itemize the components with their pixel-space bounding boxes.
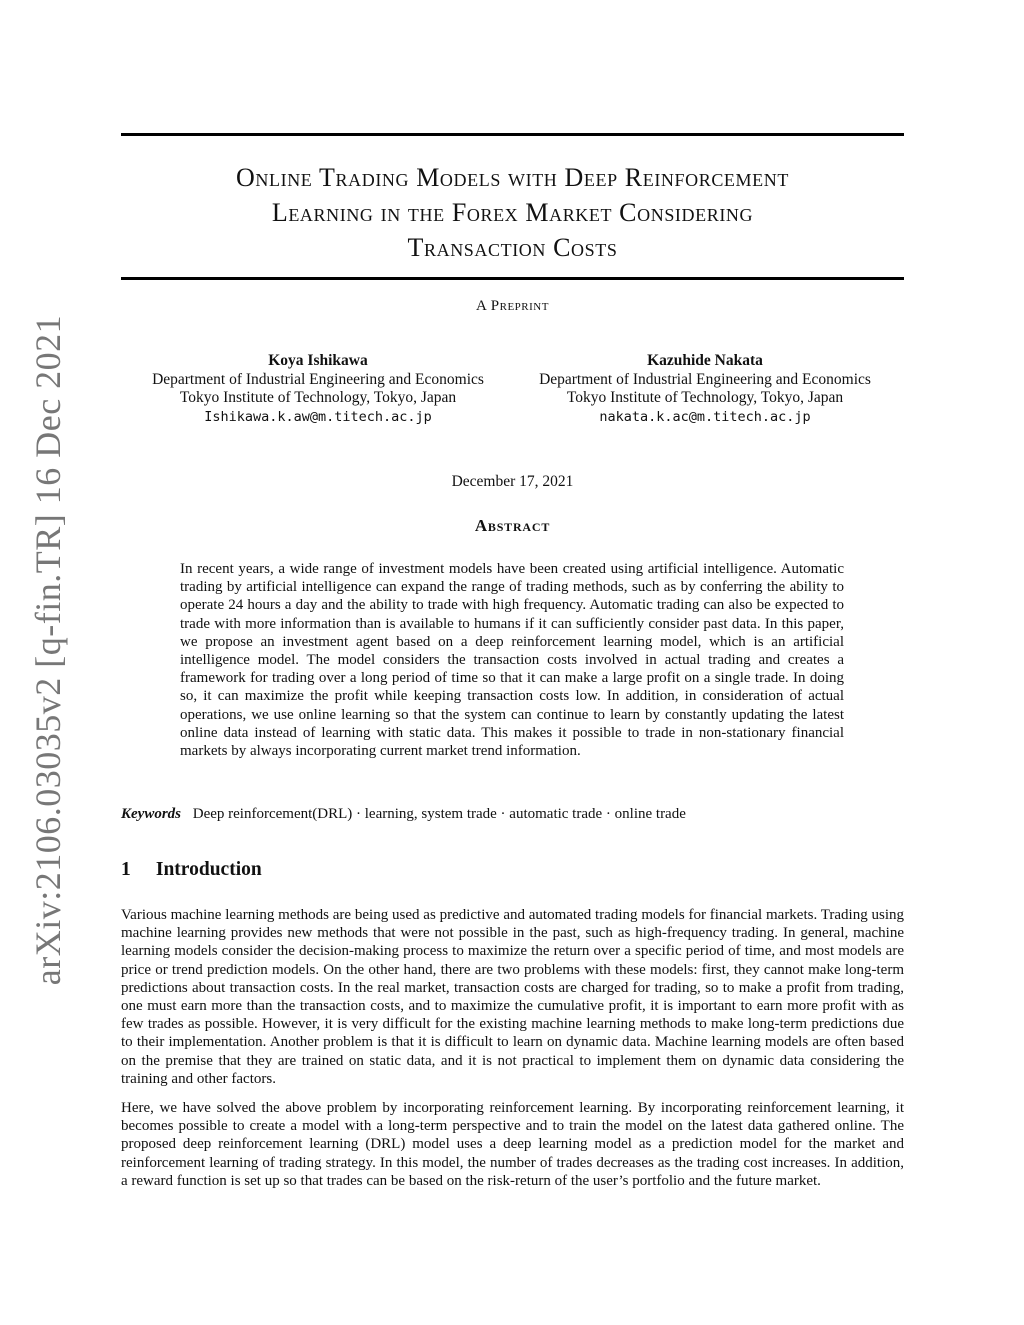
author-department: Department of Industrial Engineering and Economics	[539, 370, 871, 388]
preprint-label: A Preprint	[476, 298, 549, 314]
keywords-text: Deep reinforcement(DRL) · learning, system trade · automatic trade · online trade	[192, 806, 686, 822]
intro-paragraph-1: Various machine learning methods are being used as predictive and automated trading models for financial markets. Trading using machine learning provides new methods that were not possible in the past, such as high-frequency trading. In general, machine learning models consider the decision-making process to maximize the return over a specific period of time, and most models are price or trend prediction models. On the other hand, there are two problems with these models: first, they cannot make long-term predictions about transaction costs. In the real market, transaction costs are charged for trading, so to make a profit from trading, one must earn more than the transaction costs, and to maximize the cumulative profit, it is important to earn more profit with as few trades as possible. However, it is very difficult for the existing machine learning methods to make long-term predictions due to their implementation. Another problem is that it is difficult to learn on dynamic data. Machine learning models are often based on the premise that they are trained on static data, and it is not practical to implement them on dynamic data considering the training and other factors.	[121, 907, 904, 1087]
title-top-rule	[121, 133, 904, 136]
abstract-heading: Abstract	[474, 516, 551, 535]
section-heading-introduction	[121, 859, 262, 881]
keywords-label: Keywords	[121, 806, 181, 822]
publication-date: December 17, 2021	[451, 473, 574, 490]
author-department: Department of Industrial Engineering and Economics	[152, 370, 484, 388]
title-line-2: Learning in the Forex Market Considering	[271, 198, 754, 227]
author-block-1	[123, 352, 513, 426]
paper-title	[121, 160, 904, 265]
section-number: 1	[121, 859, 131, 880]
author-name: Koya Ishikawa	[268, 352, 368, 369]
title-bottom-rule	[121, 277, 904, 280]
author-institute: Tokyo Institute of Technology, Tokyo, Japan	[179, 389, 457, 406]
section-title: Introduction	[155, 859, 262, 880]
author-name: Kazuhide Nakata	[647, 352, 763, 369]
arxiv-identifier: arXiv:2106.03035v2 [q-fin.TR] 16 Dec 2021	[28, 314, 68, 986]
author-institute: Tokyo Institute of Technology, Tokyo, Japan	[566, 389, 844, 406]
author-block-2	[510, 352, 900, 426]
author-email[interactable]: Ishikawa.k.aw@m.titech.ac.jp	[204, 408, 432, 425]
title-line-3: Transaction Costs	[407, 233, 618, 262]
intro-paragraph-2: Here, we have solved the above problem by incorporating reinforcement learning. By incorporating reinforcement learning, it becomes possible to create a model with a long-term perspective and to train the model on the latest data gathered online. The proposed deep reinforcement learning (DRL) model uses a deep learning model as a prediction model for the market and reinforcement learning of trading strategy. In this model, the number of trades decreases as the trading cost increases. In addition, a reward function is set up so that trades can be based on the risk-return of the user’s portfolio and the future market.	[121, 1100, 904, 1189]
author-email[interactable]: nakata.k.ac@m.titech.ac.jp	[599, 408, 811, 425]
abstract-text: In recent years, a wide range of investment models have been created using artificial intelligence. Automatic trading by artificial intelligence can expand the range of trading methods, such as by conferring the ability to operate 24 hours a day and the ability to trade with high frequency. Automatic trading can also be expected to trade with more information than is available to humans if it can sufficiently consider past data. In this paper, we propose an investment agent based on a deep reinforcement learning model, which is an artificial intelligence model. The model considers the transaction costs involved in actual trading and creates a framework for trading over a long period of time so that it can make a large profit on a single trade. In doing so, it can maximize the profit while keeping transaction costs low. In addition, in consideration of actual operations, we use online learning so that the system can continue to learn by constantly updating the latest online data instead of learning with static data. This makes it possible to trade in non-stationary financial markets by always incorporating current market trend information.	[180, 561, 844, 760]
title-line-1: Online Trading Models with Deep Reinforcement	[236, 163, 789, 192]
keywords-line	[121, 806, 904, 823]
